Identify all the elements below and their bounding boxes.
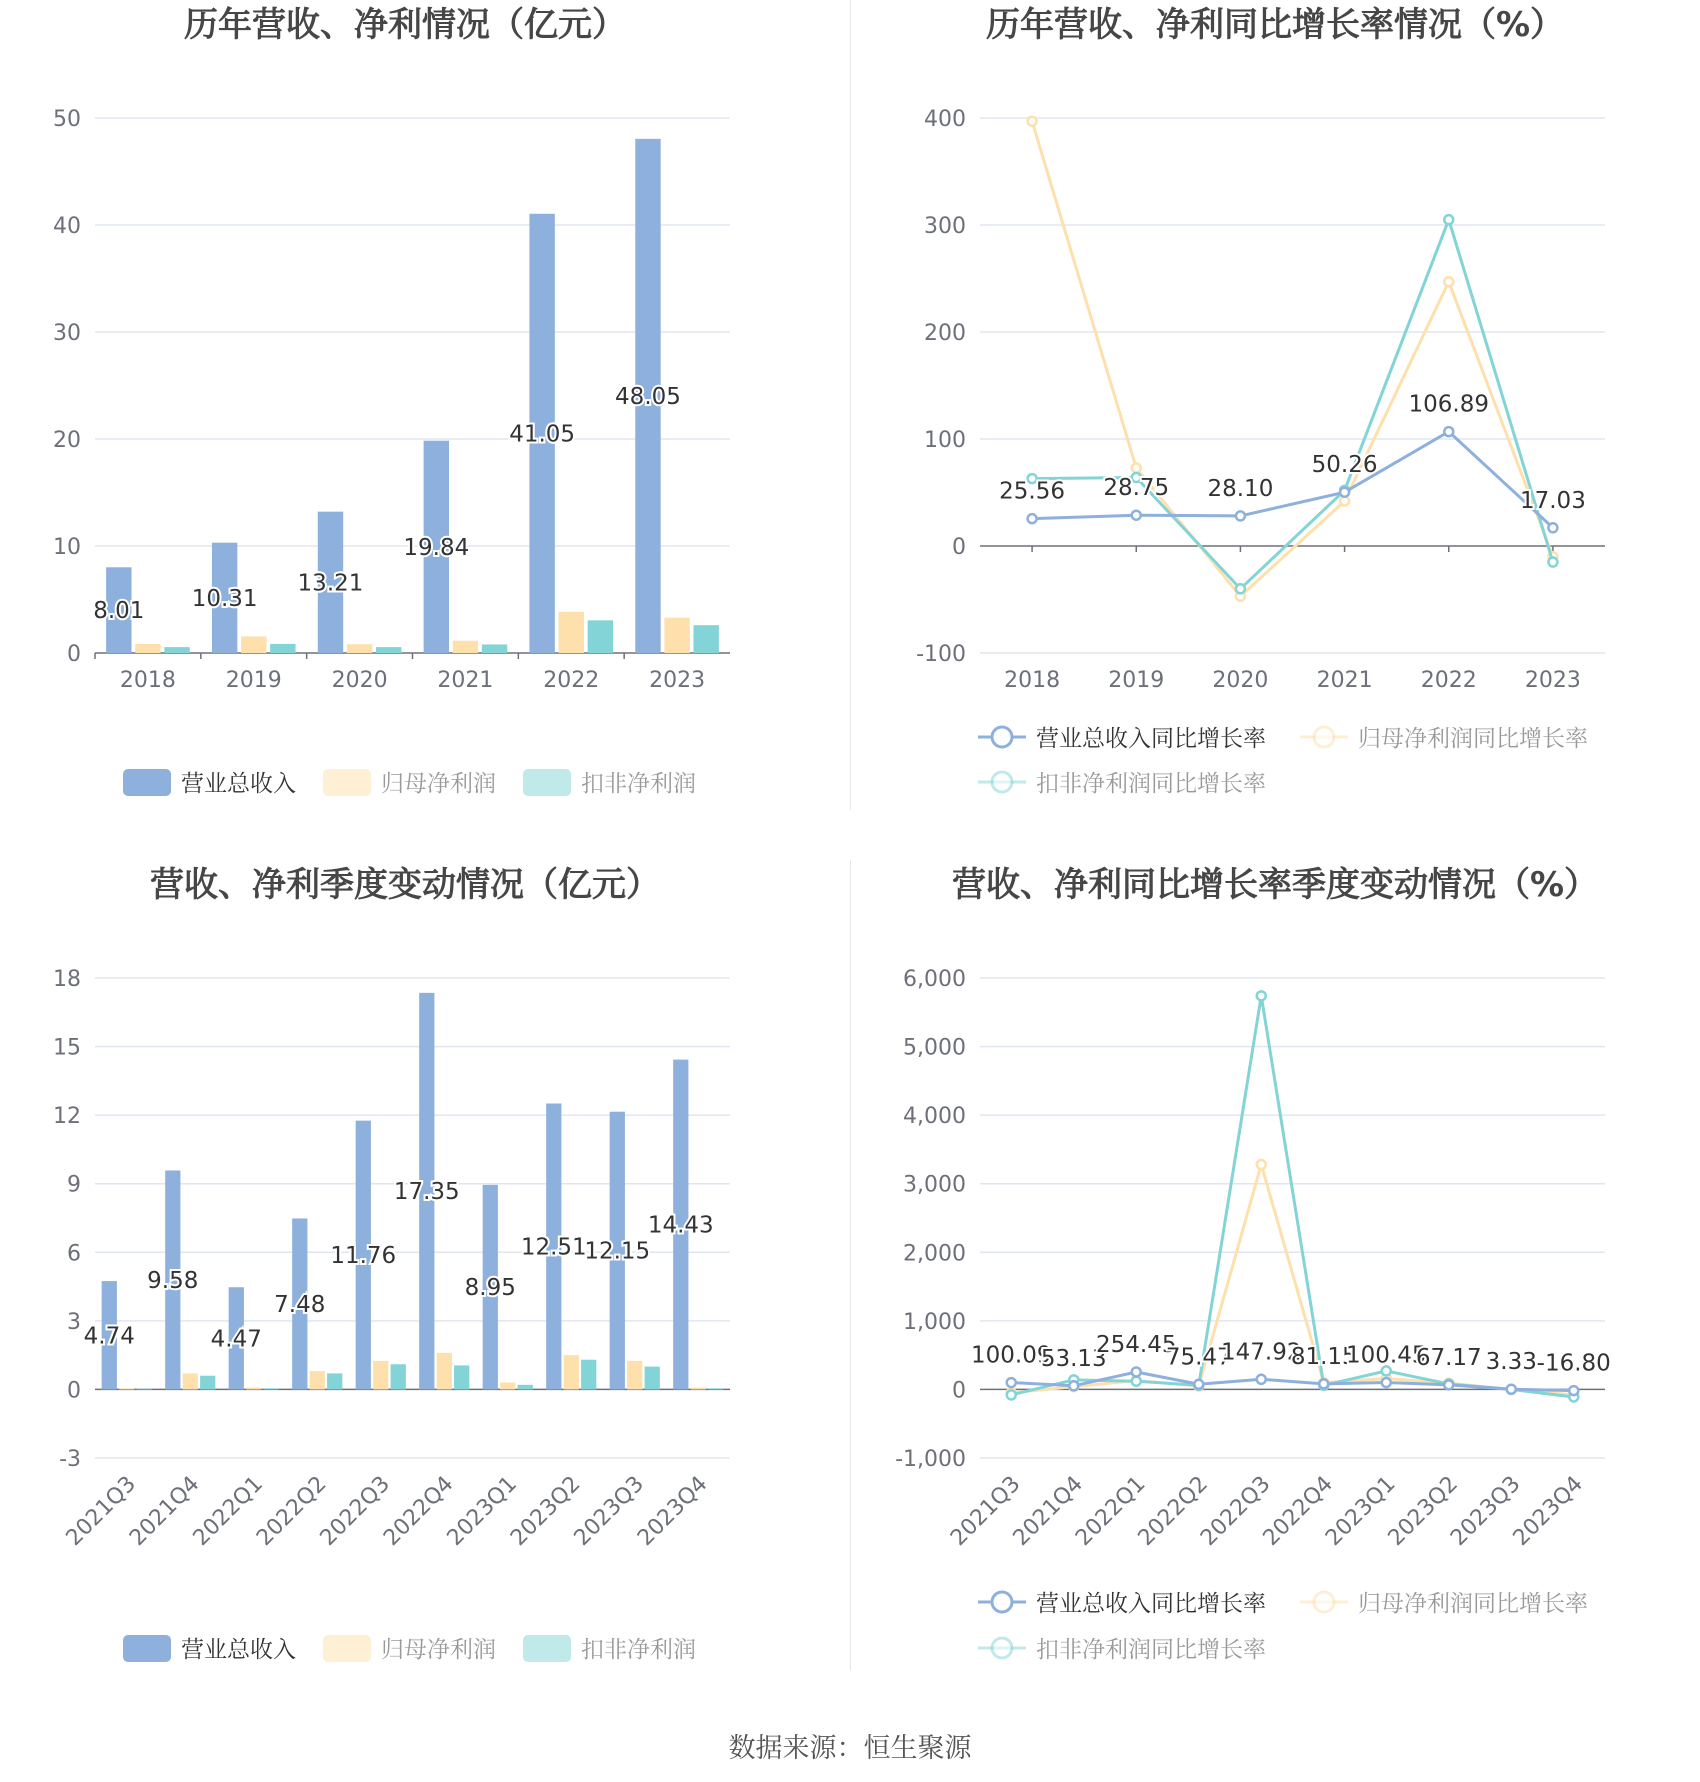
bar-deducted-profit — [454, 1365, 469, 1389]
chart-title: 历年营收、净利同比增长率情况（%） — [985, 5, 1565, 45]
x-tick-label: 2023Q1 — [442, 1471, 522, 1551]
chart-svg — [850, 860, 1700, 1720]
x-tick-label: 2019 — [225, 668, 282, 693]
quarterly-revenue-profit-chart — [0, 860, 850, 1720]
bar-deducted-profit — [164, 647, 189, 653]
line-point — [1132, 463, 1141, 472]
line-point — [1007, 1390, 1016, 1399]
line-point — [1548, 523, 1557, 532]
quarterly-growth-rate-chart — [850, 860, 1700, 1720]
legend-label: 扣非净利润 — [581, 1637, 696, 1663]
y-tick-label: 400 — [924, 107, 966, 132]
chart-title: 营收、净利季度变动情况（亿元） — [150, 865, 660, 905]
x-tick-label: 2021Q4 — [1008, 1471, 1088, 1551]
data-label: 28.75 — [1103, 475, 1170, 502]
y-tick-label: 3 — [67, 1309, 81, 1335]
bar-net-profit — [246, 1388, 261, 1390]
data-label: 41.05 — [509, 421, 576, 448]
line-point — [1028, 117, 1037, 126]
chart-svg — [0, 0, 850, 860]
legend-swatch-marker — [992, 1592, 1012, 1612]
y-tick-label: 2,000 — [903, 1241, 966, 1267]
line-point — [1257, 1375, 1266, 1384]
chart-title: 营收、净利同比增长率季度变动情况（%） — [951, 865, 1599, 905]
legend-swatch-marker — [1314, 727, 1334, 747]
line-point — [1236, 584, 1245, 593]
data-label: 17.03 — [1519, 487, 1586, 514]
bar-deducted-profit — [137, 1389, 152, 1390]
bar-net-profit — [691, 1388, 706, 1390]
line-point — [1132, 511, 1141, 520]
data-label: 254.45 — [1096, 1331, 1177, 1358]
line-point — [1132, 1367, 1141, 1376]
x-tick-label: 2021 — [1316, 668, 1373, 693]
line-point — [1007, 1378, 1016, 1387]
y-tick-label: 6 — [67, 1241, 81, 1267]
y-tick-label: 5,000 — [903, 1035, 966, 1061]
bar-deducted-profit — [693, 625, 718, 653]
y-tick-label: 10 — [53, 535, 81, 560]
legend-label: 归母净利润 — [381, 1637, 496, 1663]
legend-swatch — [323, 769, 371, 796]
line-point — [1507, 1385, 1516, 1394]
x-tick-label: 2022Q1 — [1071, 1471, 1151, 1551]
data-label: 3.33 — [1485, 1349, 1537, 1376]
data-label: 19.84 — [403, 534, 470, 561]
x-tick-label: 2022Q4 — [379, 1471, 459, 1551]
x-tick-label: 2020 — [1212, 668, 1269, 693]
x-tick-label: 2023Q3 — [1446, 1471, 1526, 1551]
y-tick-label: 50 — [53, 107, 81, 132]
line-point — [1132, 1377, 1141, 1386]
x-tick-label: 2023Q4 — [633, 1471, 713, 1551]
x-tick-label: 2023Q1 — [1321, 1471, 1401, 1551]
bar-deducted-profit — [588, 620, 613, 653]
y-tick-label: -100 — [916, 642, 966, 667]
legend-label: 营业总收入同比增长率 — [1036, 726, 1266, 752]
data-label: 8.95 — [464, 1275, 516, 1302]
data-label: 4.74 — [83, 1323, 135, 1350]
vertical-divider-top — [850, 0, 851, 810]
legend-swatch — [323, 1635, 371, 1662]
data-label: 9.58 — [147, 1267, 199, 1294]
y-tick-label: 9 — [67, 1172, 81, 1198]
x-tick-label: 2018 — [1004, 668, 1061, 693]
bar-net-profit — [559, 612, 584, 653]
bar-net-profit — [500, 1383, 515, 1390]
bar-net-profit — [437, 1353, 452, 1390]
x-tick-label: 2020 — [331, 668, 388, 693]
data-label: 13.21 — [297, 570, 364, 597]
y-tick-label: 100 — [924, 428, 966, 453]
data-label: 12.51 — [520, 1234, 587, 1261]
x-tick-label: 2023Q3 — [569, 1471, 649, 1551]
bar-deducted-profit — [645, 1367, 660, 1390]
y-tick-label: -1,000 — [895, 1447, 966, 1472]
bar-deducted-profit — [327, 1373, 342, 1389]
x-tick-label: 2022Q2 — [252, 1471, 332, 1551]
y-tick-label: 12 — [53, 1104, 81, 1130]
bar-net-profit — [347, 644, 372, 653]
bar-net-profit — [119, 1388, 134, 1389]
legend-swatch — [123, 1635, 171, 1662]
data-label: 10.31 — [191, 585, 258, 612]
data-source — [0, 1726, 1700, 1765]
bar-net-profit — [373, 1361, 388, 1390]
y-tick-label: 0 — [952, 1378, 966, 1404]
y-tick-label: 6,000 — [903, 967, 966, 992]
y-tick-label: 18 — [53, 967, 81, 992]
y-tick-label: 0 — [952, 535, 966, 560]
data-label: 53.13 — [1040, 1345, 1107, 1372]
vertical-divider-bottom — [850, 860, 851, 1670]
x-tick-label: 2018 — [119, 668, 176, 693]
y-tick-label: 3,000 — [903, 1172, 966, 1198]
line-point — [1444, 277, 1453, 286]
data-label: 17.35 — [393, 1179, 460, 1206]
legend-label: 营业总收入 — [181, 1637, 296, 1663]
annual-revenue-profit-chart — [0, 0, 850, 860]
data-label: 48.05 — [615, 383, 681, 410]
x-tick-label: 2023 — [1524, 668, 1581, 693]
bar-deducted-profit — [581, 1360, 596, 1390]
x-tick-label: 2022Q3 — [1196, 1471, 1276, 1551]
bar-net-profit — [135, 644, 160, 653]
x-tick-label: 2023Q2 — [1383, 1471, 1463, 1551]
x-tick-label: 2021Q3 — [946, 1471, 1026, 1551]
x-tick-label: 2022Q4 — [1258, 1471, 1338, 1551]
line-point — [1257, 991, 1266, 1000]
data-label: 11.76 — [330, 1243, 397, 1270]
bar-deducted-profit — [200, 1376, 215, 1390]
line-point — [1444, 215, 1453, 224]
annual-growth-rate-chart — [850, 0, 1700, 860]
legend-label: 营业总收入 — [181, 771, 296, 797]
data-label: -16.80 — [1536, 1350, 1611, 1377]
bar-net-profit — [453, 641, 478, 653]
x-tick-label: 2021Q4 — [125, 1471, 205, 1551]
legend-label: 扣非净利润同比增长率 — [1036, 771, 1266, 797]
data-label: 147.92 — [1221, 1339, 1302, 1366]
data-label: 81.15 — [1290, 1343, 1357, 1370]
legend-swatch — [523, 1635, 571, 1662]
line-point — [1194, 1380, 1203, 1389]
y-tick-label: 1,000 — [903, 1309, 966, 1335]
data-label: 14.43 — [647, 1212, 714, 1239]
data-label: 12.15 — [584, 1238, 651, 1265]
data-source-value: 恒生聚源 — [863, 1733, 972, 1764]
bar-net-profit — [627, 1361, 642, 1390]
x-tick-label: 2021 — [437, 668, 494, 693]
data-label: 8.01 — [93, 598, 145, 625]
legend-swatch-marker — [992, 727, 1012, 747]
x-tick-label: 2022Q2 — [1133, 1471, 1213, 1551]
bar-deducted-profit — [264, 1388, 279, 1389]
bar-net-profit — [183, 1373, 198, 1389]
data-label: 100.09 — [971, 1342, 1052, 1369]
bar-deducted-profit — [482, 644, 507, 653]
legend-swatch — [123, 769, 171, 796]
x-tick-label: 2021Q3 — [61, 1471, 141, 1551]
bar-deducted-profit — [391, 1364, 406, 1389]
legend-swatch — [523, 769, 571, 796]
x-tick-label: 2019 — [1108, 668, 1165, 693]
x-tick-label: 2022 — [1420, 668, 1477, 693]
x-tick-label: 2022Q3 — [315, 1471, 395, 1551]
x-tick-label: 2022Q1 — [188, 1471, 268, 1551]
bar-net-profit — [564, 1355, 579, 1389]
bar-deducted-profit — [376, 647, 401, 653]
data-label: 67.17 — [1415, 1344, 1482, 1371]
line-point — [1028, 514, 1037, 523]
line-point — [1382, 1378, 1391, 1387]
bar-deducted-profit — [518, 1385, 533, 1390]
chart-svg — [0, 860, 850, 1720]
y-tick-label: 4,000 — [903, 1104, 966, 1130]
line-point — [1236, 511, 1245, 520]
y-tick-label: 0 — [67, 1378, 81, 1404]
data-label: 50.26 — [1311, 452, 1378, 479]
legend-label: 归母净利润同比增长率 — [1358, 1591, 1588, 1617]
x-tick-label: 2023 — [649, 668, 706, 693]
y-tick-label: -3 — [59, 1447, 81, 1472]
line-point — [1569, 1386, 1578, 1395]
bar-net-profit — [310, 1371, 325, 1389]
x-tick-label: 2023Q2 — [506, 1471, 586, 1551]
legend-label: 扣非净利润 — [581, 771, 696, 797]
y-tick-label: 40 — [53, 214, 81, 239]
legend-swatch-marker — [1314, 1592, 1334, 1612]
legend-label: 归母净利润同比增长率 — [1358, 726, 1588, 752]
data-label: 28.10 — [1207, 475, 1274, 502]
line-point — [1444, 427, 1453, 436]
data-label: 25.56 — [999, 478, 1066, 505]
line-point — [1069, 1381, 1078, 1390]
bar-net-profit — [241, 636, 266, 653]
y-tick-label: 15 — [53, 1035, 81, 1061]
line-point — [1257, 1160, 1266, 1169]
bar-deducted-profit — [708, 1388, 723, 1389]
data-label: 7.48 — [274, 1291, 326, 1318]
line-point — [1319, 1379, 1328, 1388]
y-tick-label: 20 — [53, 428, 81, 453]
bar-deducted-profit — [270, 644, 295, 653]
chart-title: 历年营收、净利情况（亿元） — [184, 5, 626, 45]
y-tick-label: 30 — [53, 321, 81, 346]
line-net-profit-growth — [1032, 121, 1553, 596]
bar-net-profit — [664, 618, 689, 653]
data-label: 75.47 — [1165, 1344, 1232, 1371]
chart-svg — [850, 0, 1700, 860]
x-tick-label: 2022 — [543, 668, 600, 693]
data-label: 106.89 — [1408, 391, 1489, 418]
y-tick-label: 200 — [924, 321, 966, 346]
data-label: 100.45 — [1346, 1342, 1427, 1369]
data-label: 4.47 — [210, 1326, 262, 1353]
legend-label: 归母净利润 — [381, 771, 496, 797]
y-tick-label: 0 — [67, 642, 81, 667]
legend-swatch-marker — [992, 1638, 1012, 1658]
legend-label: 营业总收入同比增长率 — [1036, 1591, 1266, 1617]
x-tick-label: 2023Q4 — [1508, 1471, 1588, 1551]
y-tick-label: 300 — [924, 214, 966, 239]
legend-swatch-marker — [992, 772, 1012, 792]
line-point — [1340, 488, 1349, 497]
data-source-label: 数据来源： — [728, 1733, 864, 1764]
line-point — [1444, 1380, 1453, 1389]
legend-label: 扣非净利润同比增长率 — [1036, 1637, 1266, 1663]
line-point — [1548, 558, 1557, 567]
